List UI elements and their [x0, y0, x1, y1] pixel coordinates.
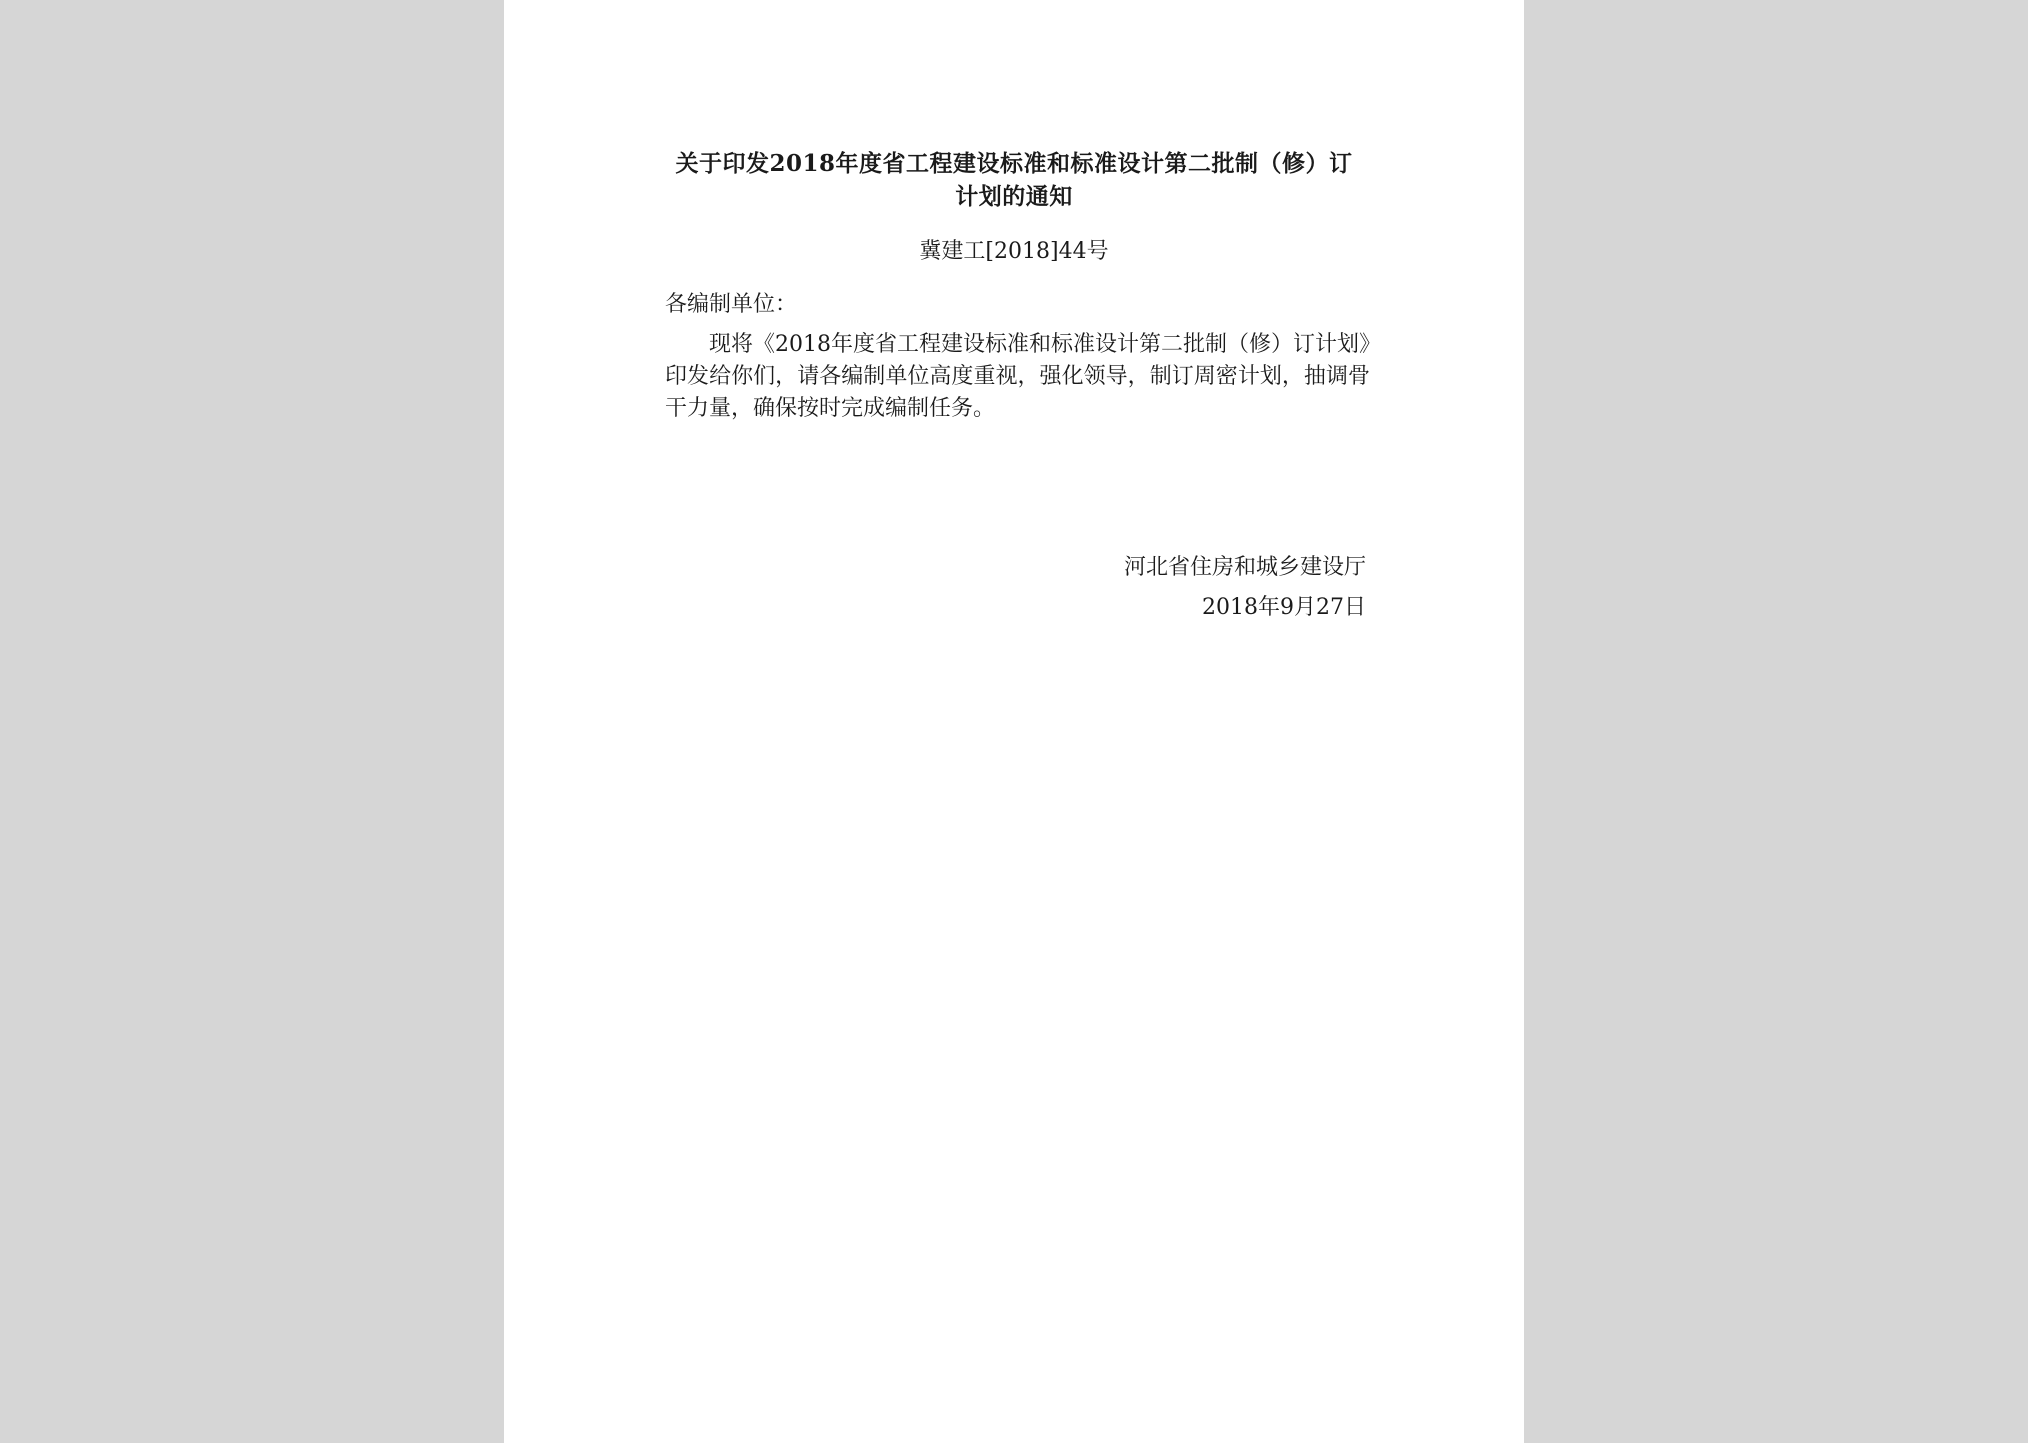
title-line-1: 关于印发2018年度省工程建设标准和标准设计第二批制（修）订: [675, 150, 1353, 177]
document-number: 冀建工[2018]44号: [919, 239, 1109, 264]
signature-date: 2018年9月27日: [1202, 595, 1366, 620]
document-title: [664, 147, 1364, 213]
body-paragraph: 现将《2018年度省工程建设标准和标准设计第二批制（修）订计划》印发给你们，请各编制单位高度重视，强化领导，制订周密计划，抽调骨干力量，确保按时完成编制任务。: [665, 332, 1370, 421]
signature-organization: 河北省住房和城乡建设厅: [1123, 555, 1366, 580]
document-page: [504, 0, 1524, 1443]
salutation: 各编制单位：: [665, 292, 798, 317]
title-line-2: 计划的通知: [955, 183, 1073, 210]
signature-block: [1124, 552, 1366, 624]
